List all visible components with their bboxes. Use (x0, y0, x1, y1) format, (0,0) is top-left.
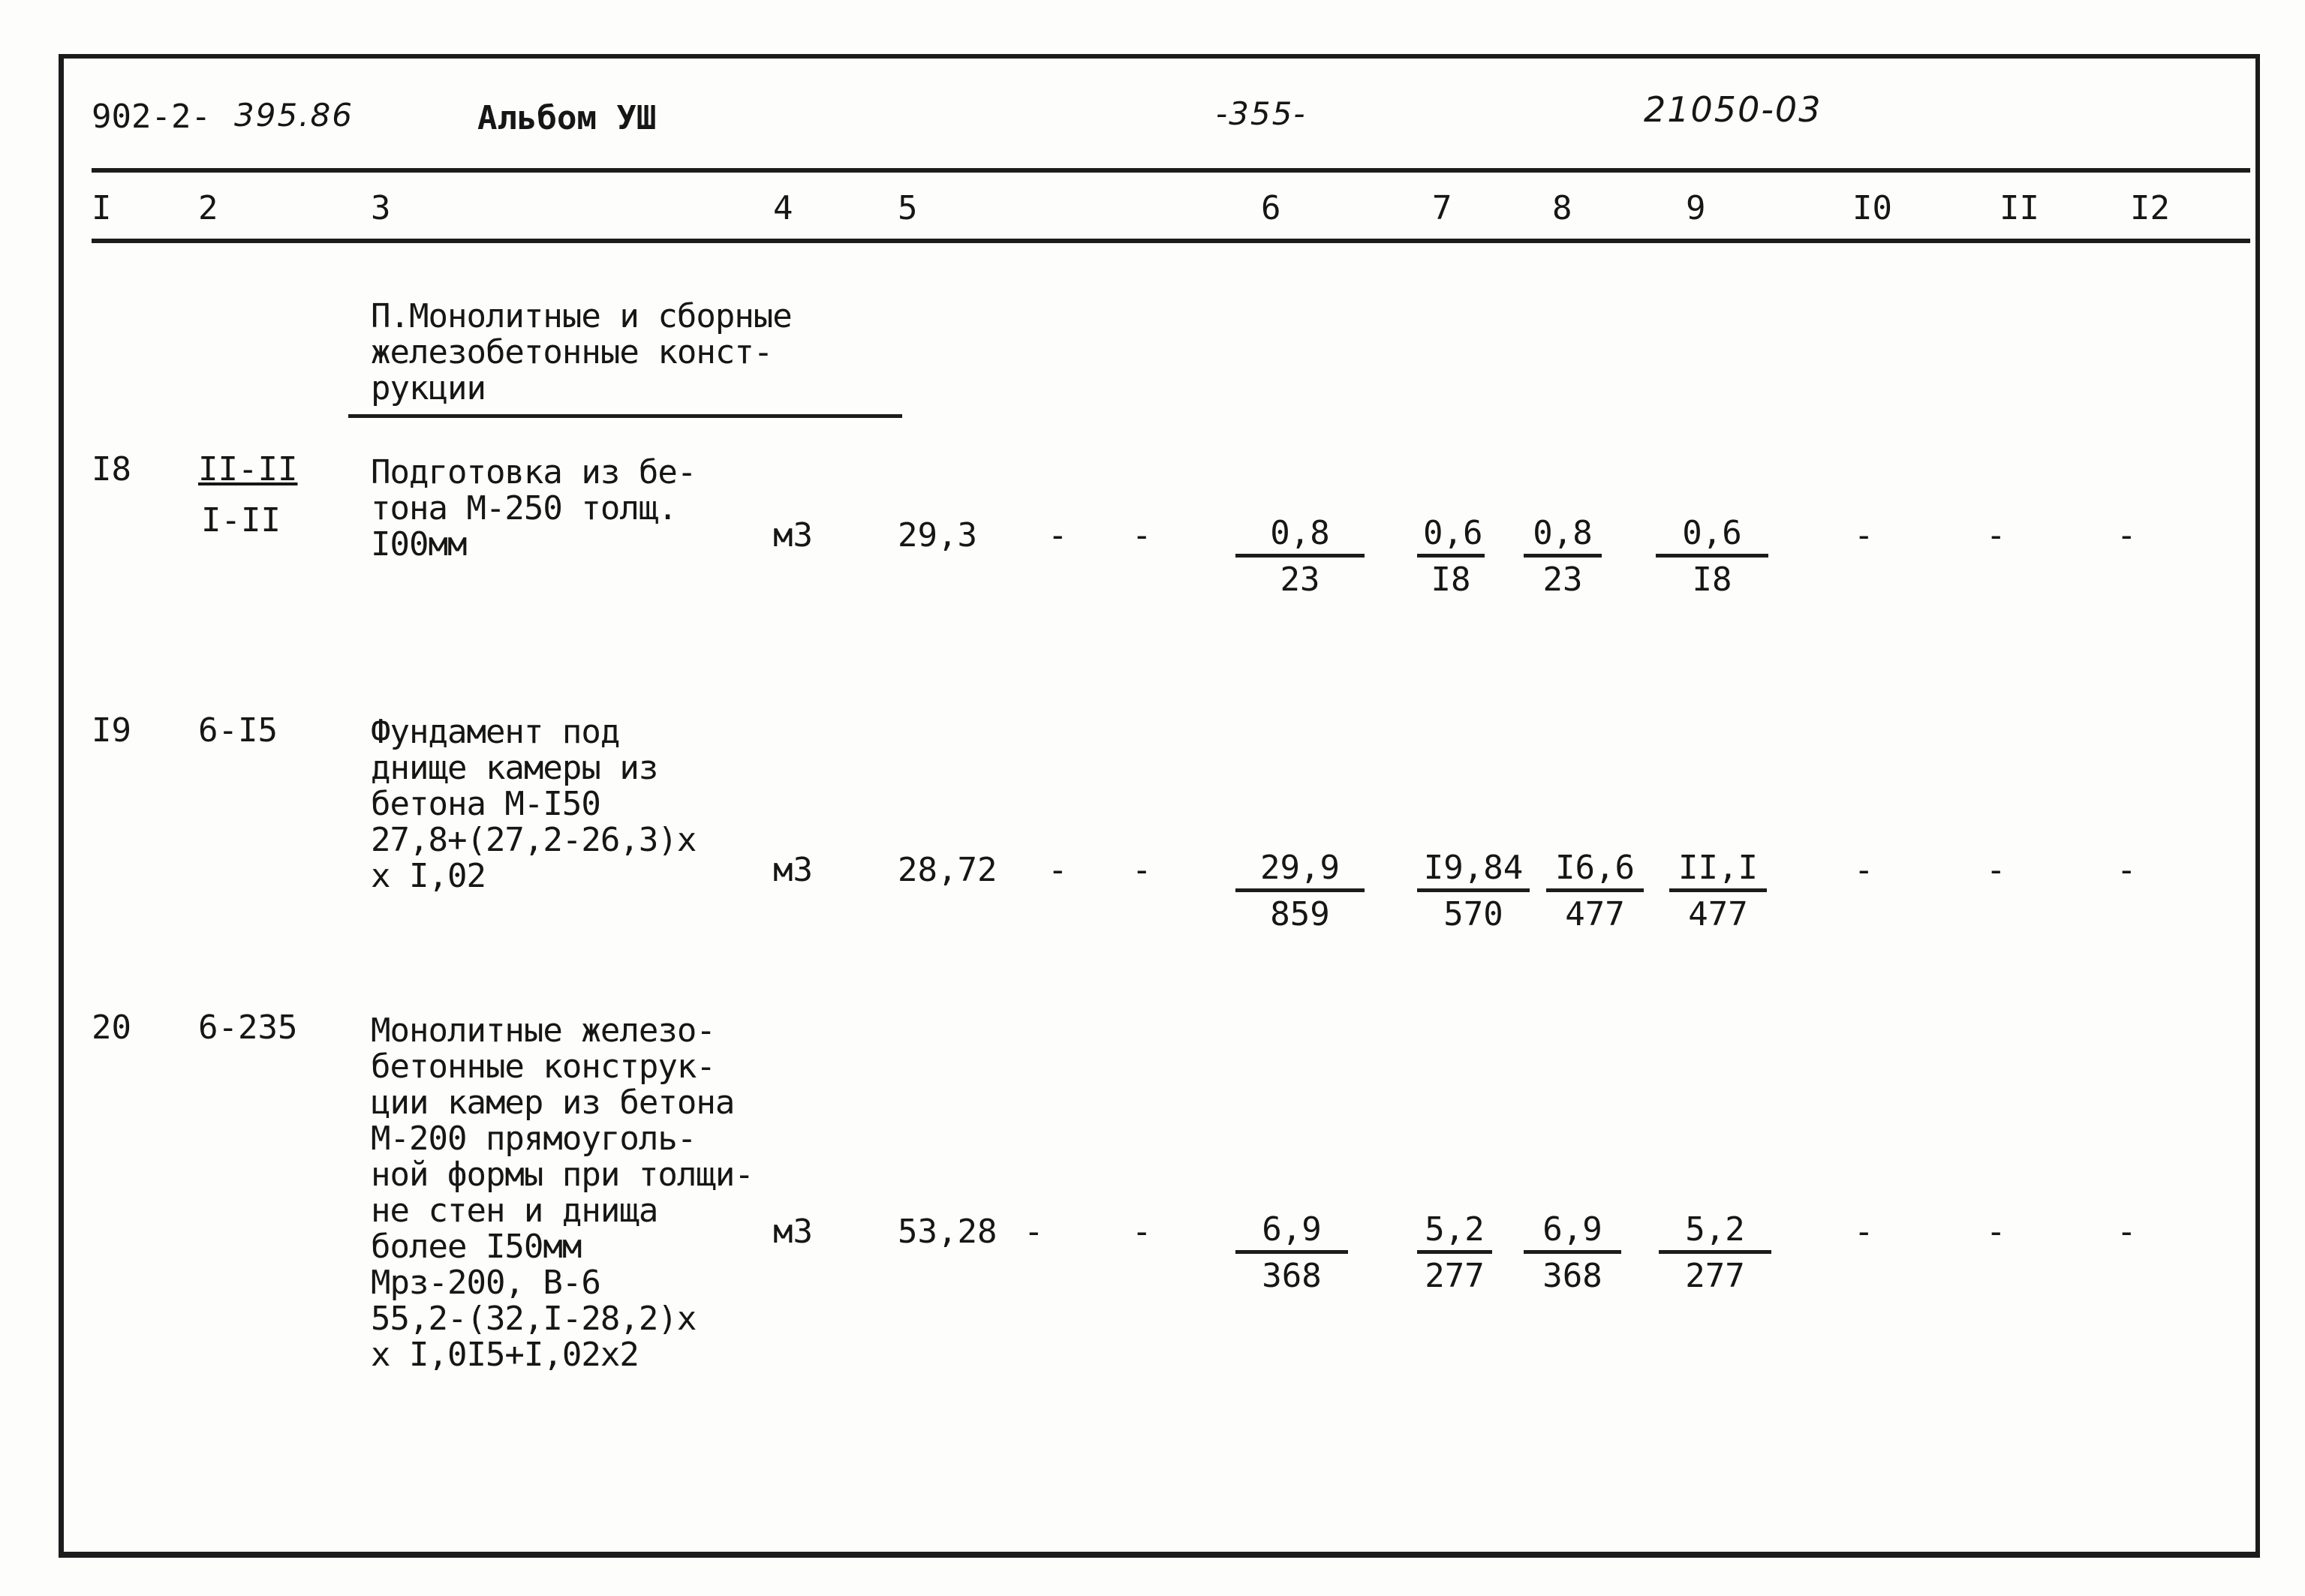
col-header-11: II (2000, 189, 2039, 227)
cell-denominator: 477 (1565, 895, 1625, 933)
row-description (371, 714, 696, 894)
cell-denominator: 477 (1688, 895, 1748, 933)
row-code-top: 6-235 (198, 1008, 298, 1047)
cell-col12: - (2117, 1213, 2137, 1251)
description-line: Подготовка из бе- (371, 453, 697, 491)
cell-col9 (1669, 848, 1767, 937)
description-line: М-200 прямоуголь- (371, 1120, 697, 1158)
row-dash: - (1132, 1213, 1152, 1251)
header-rule-bottom (92, 239, 2250, 243)
description-line: Мрз-200, В-6 (371, 1264, 600, 1302)
cell-numerator: 29,9 (1235, 848, 1365, 892)
cell-col9 (1656, 513, 1768, 603)
cell-denominator: 368 (1262, 1257, 1322, 1295)
row-dash: - (1132, 851, 1152, 889)
col-header-4: 4 (773, 189, 793, 227)
col-header-2: 2 (198, 189, 218, 227)
section-title-underline (348, 414, 902, 418)
description-line: более I50мм (371, 1228, 582, 1266)
cell-col12: - (2117, 516, 2137, 555)
cell-numerator: I9,84 (1417, 848, 1530, 892)
row-dash: - (1048, 516, 1068, 555)
cell-col7 (1417, 513, 1485, 603)
description-line: Фундамент под (371, 713, 620, 751)
cell-col8 (1524, 1210, 1621, 1299)
album-label: Альбом УШ (477, 99, 657, 137)
row-number: I9 (92, 711, 131, 750)
description-line: Монолитные железо- (371, 1011, 715, 1050)
row-quantity: 29,3 (898, 516, 977, 555)
description-line: бетона М-I50 (371, 785, 600, 823)
description-line: тона М-250 толщ. (371, 489, 677, 527)
header-rule-top (92, 168, 2250, 173)
row-number: I8 (92, 450, 131, 488)
cell-numerator: 0,8 (1235, 513, 1365, 558)
cell-col11: - (1986, 851, 2006, 889)
cell-numerator: 6,9 (1235, 1210, 1348, 1254)
cell-numerator: 6,9 (1524, 1210, 1621, 1254)
cell-numerator: 0,6 (1417, 513, 1485, 558)
cell-col6 (1235, 848, 1365, 937)
description-line: I00мм (371, 525, 467, 564)
col-header-12: I2 (2130, 189, 2170, 227)
row-dash: - (1024, 1213, 1044, 1251)
page-number: -355- (1216, 95, 1307, 132)
cell-denominator: 23 (1542, 561, 1583, 599)
cell-denominator: 368 (1542, 1257, 1602, 1295)
cell-denominator: 277 (1685, 1257, 1745, 1295)
col-header-5: 5 (898, 189, 918, 227)
section-title-line: П.Монолитные и сборные (371, 297, 792, 335)
row-description (371, 1013, 754, 1373)
description-line: днище камеры из (371, 749, 658, 787)
row-number: 20 (92, 1008, 131, 1047)
description-line: 55,2-(32,I-28,2)х (371, 1300, 697, 1338)
row-dash: - (1132, 516, 1152, 555)
description-line: 27,8+(27,2-26,3)х (371, 821, 697, 859)
description-line: х I,0I5+I,02х2 (371, 1336, 639, 1374)
col-header-7: 7 (1432, 189, 1452, 227)
cell-col12: - (2117, 851, 2137, 889)
cell-numerator: 5,2 (1417, 1210, 1492, 1254)
cell-col7 (1417, 1210, 1492, 1299)
cell-col11: - (1986, 516, 2006, 555)
row-code-bottom: I-II (201, 501, 281, 540)
cell-col11: - (1986, 1213, 2006, 1251)
row-quantity: 28,72 (898, 851, 998, 889)
cell-col9 (1659, 1210, 1771, 1299)
col-header-10: I0 (1852, 189, 1892, 227)
cell-denominator: I8 (1692, 561, 1732, 599)
row-unit: м3 (773, 1213, 813, 1251)
section-title (371, 299, 792, 407)
cell-denominator: 570 (1443, 895, 1503, 933)
col-header-9: 9 (1686, 189, 1706, 227)
cell-col10: - (1854, 851, 1874, 889)
description-line: х I,02 (371, 857, 486, 895)
cell-col7 (1417, 848, 1530, 937)
cell-denominator: 23 (1280, 561, 1320, 599)
col-header-3: 3 (371, 189, 391, 227)
cell-numerator: 0,8 (1524, 513, 1602, 558)
cell-numerator: I6,6 (1546, 848, 1644, 892)
cell-denominator: I8 (1431, 561, 1471, 599)
description-line: ции камер из бетона (371, 1084, 735, 1122)
cell-numerator: II,I (1669, 848, 1767, 892)
description-line: бетонные конструк- (371, 1047, 715, 1086)
cell-col10: - (1854, 1213, 1874, 1251)
doc-code-handwritten: 395.86 (234, 97, 354, 134)
row-unit: м3 (773, 516, 813, 555)
row-code-top: 6-I5 (198, 711, 278, 750)
col-header-8: 8 (1552, 189, 1572, 227)
description-line: ной формы при толщи- (371, 1156, 754, 1194)
cell-numerator: 0,6 (1656, 513, 1768, 558)
row-code-top: II-II (198, 450, 298, 488)
section-title-line: железобетонные конст- (371, 333, 773, 371)
cell-col6 (1235, 1210, 1348, 1299)
cell-col10: - (1854, 516, 1874, 555)
row-unit: м3 (773, 851, 813, 889)
cell-numerator: 5,2 (1659, 1210, 1771, 1254)
doc-code: 902-2- (92, 98, 211, 136)
col-header-1: I (92, 189, 112, 227)
cell-denominator: 277 (1425, 1257, 1485, 1295)
cell-denominator: 859 (1270, 895, 1330, 933)
col-header-6: 6 (1261, 189, 1281, 227)
row-description (371, 455, 696, 563)
registration-number: 21050-03 (1644, 89, 1822, 130)
row-quantity: 53,28 (898, 1213, 998, 1251)
cell-col8 (1546, 848, 1644, 937)
cell-col6 (1235, 513, 1365, 603)
row-dash: - (1048, 851, 1068, 889)
section-title-line: рукции (371, 369, 486, 407)
cell-col8 (1524, 513, 1602, 603)
description-line: не стен и днища (371, 1192, 658, 1230)
